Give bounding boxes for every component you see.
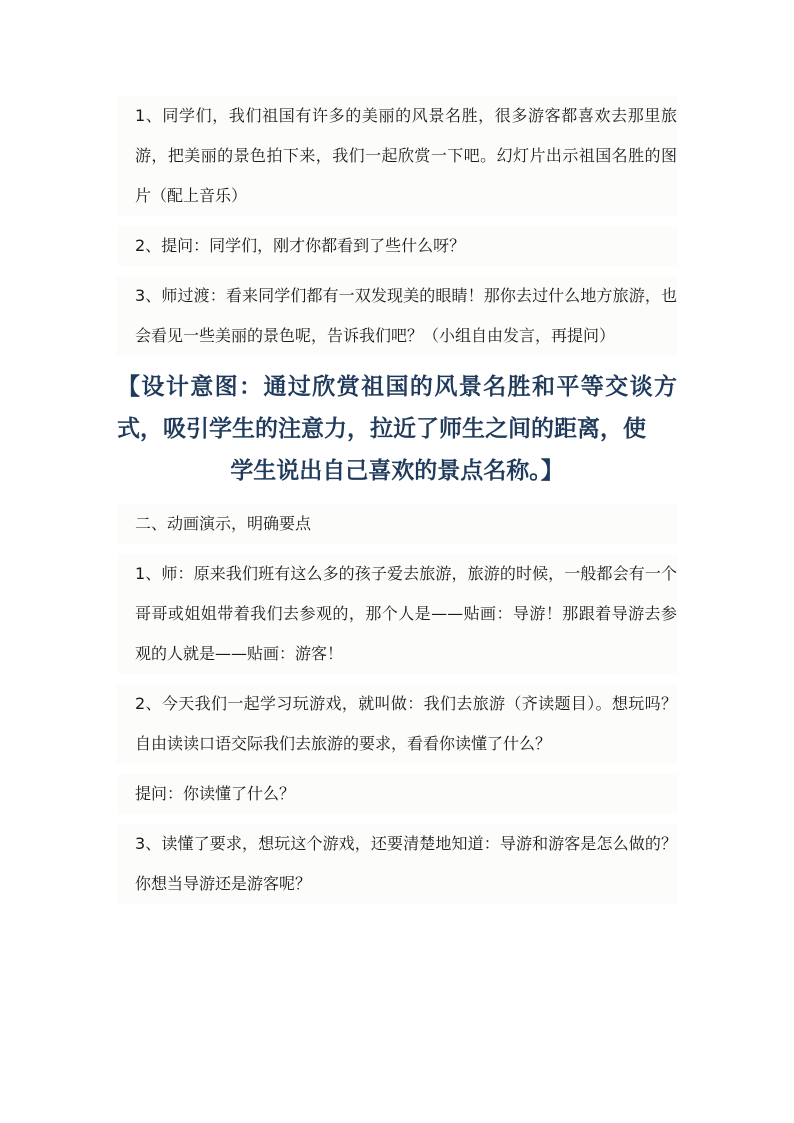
- paragraph-3: 3、师过渡：看来同学们都有一双发现美的眼睛！那你去过什么地方旅游，也会看见一些美丽的景色呢，告诉我们吧？（小组自由发言，再提问）: [117, 276, 677, 356]
- design-intent-text: 【设计意图：通过欣赏祖国的风景名胜和平等交谈方式，吸引学生的注意力，拉近了师生之间的距离，使: [117, 374, 677, 442]
- paragraph-1: 1、同学们，我们祖国有许多的美丽的风景名胜，很多游客都喜欢去那里旅游，把美丽的景色拍下来，我们一起欣赏一下吧。幻灯片出示祖国名胜的图片（配上音乐）: [117, 96, 677, 216]
- paragraph-5: 2、今天我们一起学习玩游戏，就叫做：我们去旅游（齐读题目）。想玩吗？自由读读口语交际我们去旅游的要求，看看你读懂了什么？: [117, 684, 677, 764]
- paragraph-7: 3、读懂了要求，想玩这个游戏，还要清楚地知道：导游和游客是怎么做的？你想当导游还是游客呢？: [117, 824, 677, 904]
- document-body: [117, 96, 677, 914]
- section-heading: 二、动画演示，明确要点: [117, 504, 677, 544]
- design-intent-note: [117, 366, 677, 492]
- paragraph-2: 2、提问：同学们，刚才你都看到了些什么呀？: [117, 226, 677, 266]
- design-intent-text-last: 学生说出自己喜欢的景点名称。】: [230, 458, 564, 484]
- paragraph-6: 提问：你读懂了什么？: [117, 774, 677, 814]
- paragraph-4: 1、师：原来我们班有这么多的孩子爱去旅游，旅游的时候，一般都会有一个哥哥或姐姐带着我们去参观的，那个人是——贴画：导游！那跟着导游去参观的人就是——贴画：游客！: [117, 554, 677, 674]
